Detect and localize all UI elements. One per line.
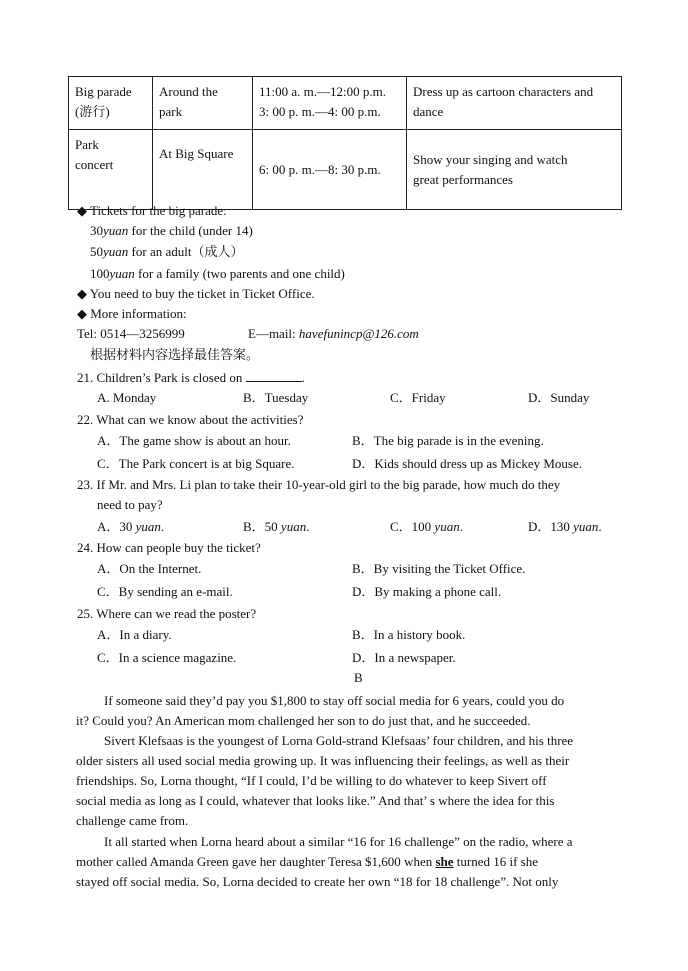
option: A．On the Internet. — [97, 561, 202, 576]
passage-paragraph-1: If someone said they’d pay you $1,800 to stay off social media for 6 years, could you do it? Could you? An American mom challenged her son to do just that, and he succeeded. — [76, 693, 565, 728]
family-price: 100yuan for a family (two parents and one child) — [90, 266, 345, 281]
activity-time-cell: 6: 00 p. m.—8: 30 p.m. — [253, 130, 407, 210]
option: C．100 yuan. — [390, 519, 463, 534]
activity-table — [68, 76, 622, 210]
email: E—mail: havefunincp@126.com — [248, 326, 419, 341]
office-note: ◆ You need to buy the ticket in Ticket Office. — [77, 286, 315, 301]
question-23: 23. If Mr. and Mrs. Li plan to take their 10-year-old girl to the big parade, how much do they — [77, 477, 561, 492]
option: C．In a science magazine. — [97, 650, 237, 665]
tickets-title: ◆ Tickets for the big parade: — [77, 203, 227, 218]
option: B．50 yuan. — [243, 519, 310, 534]
activity-desc-cell: Show your singing and watch great performances — [407, 130, 622, 210]
telephone: Tel: 0514—3256999 — [77, 326, 185, 341]
option: A. Monday — [97, 390, 157, 405]
option: D．In a newspaper. — [352, 650, 456, 665]
option: A．In a diary. — [97, 627, 172, 642]
activity-name-cell: Park concert — [69, 130, 153, 210]
passage-paragraph-3: It all started when Lorna heard about a similar “16 for 16 challenge” on the radio, where a mother called Amanda Green gave her daughter Teresa $1,600 when she turned 16 if she stayed off social media. So, Lorna decided to create her own “18 for 18 challenge”. Not only — [76, 834, 573, 889]
passage-paragraph-2: Sivert Klefsaas is the youngest of Lorna Gold-strand Klefsaas’ four children, and his three older sisters all used social media growing up. It was influencing their feelings, as well as their friendships. So, Lorna thought, “If I could, I’d be willing to do whatever to keep Sivert off social media as long as I could, whatever that looks like.” And that’ s where the idea for this challenge came from. — [76, 733, 574, 828]
option: D．130 yuan. — [528, 519, 602, 534]
option: A．30 yuan. — [97, 519, 165, 534]
activity-desc-cell: Dress up as cartoon characters and dance — [407, 77, 622, 130]
question-25: 25. Where can we read the poster? — [77, 606, 257, 621]
option: D．Kids should dress up as Mickey Mouse. — [352, 456, 583, 471]
more-info: ◆ More information: — [77, 306, 187, 321]
underlined-word: she — [435, 854, 454, 869]
option: B．Tuesday — [243, 390, 309, 405]
option: D．By making a phone call. — [352, 584, 502, 599]
instruction: 根据材料内容选择最佳答案。 — [90, 347, 260, 362]
activity-name-cell: Big parade (游行) — [69, 77, 153, 130]
activity-place-cell: Around the park — [153, 77, 253, 130]
option: C．Friday — [390, 390, 446, 405]
section-heading: B — [354, 670, 363, 685]
table-row — [69, 130, 622, 210]
question-23-cont: need to pay? — [97, 497, 163, 512]
adult-price: 50yuan for an adult（成人） — [90, 244, 244, 259]
option: B．By visiting the Ticket Office. — [352, 561, 526, 576]
option: C．The Park concert is at big Square. — [97, 456, 295, 471]
question-22: 22. What can we know about the activities? — [77, 412, 304, 427]
activity-time-cell: 11:00 a. m.—12:00 p.m. 3: 00 p. m.—4: 00 p.m. — [253, 77, 407, 130]
option: B．The big parade is in the evening. — [352, 433, 544, 448]
activity-place-cell: At Big Square — [153, 130, 253, 210]
table-row — [69, 77, 622, 130]
option: D．Sunday — [528, 390, 590, 405]
question-21: 21. Children’s Park is closed on . — [77, 370, 305, 385]
option: B．In a history book. — [352, 627, 466, 642]
question-24: 24. How can people buy the ticket? — [77, 540, 261, 555]
option: C．By sending an e-mail. — [97, 584, 233, 599]
child-price: 30yuan for the child (under 14) — [90, 223, 253, 238]
answer-blank — [246, 369, 302, 382]
option: A．The game show is about an hour. — [97, 433, 291, 448]
